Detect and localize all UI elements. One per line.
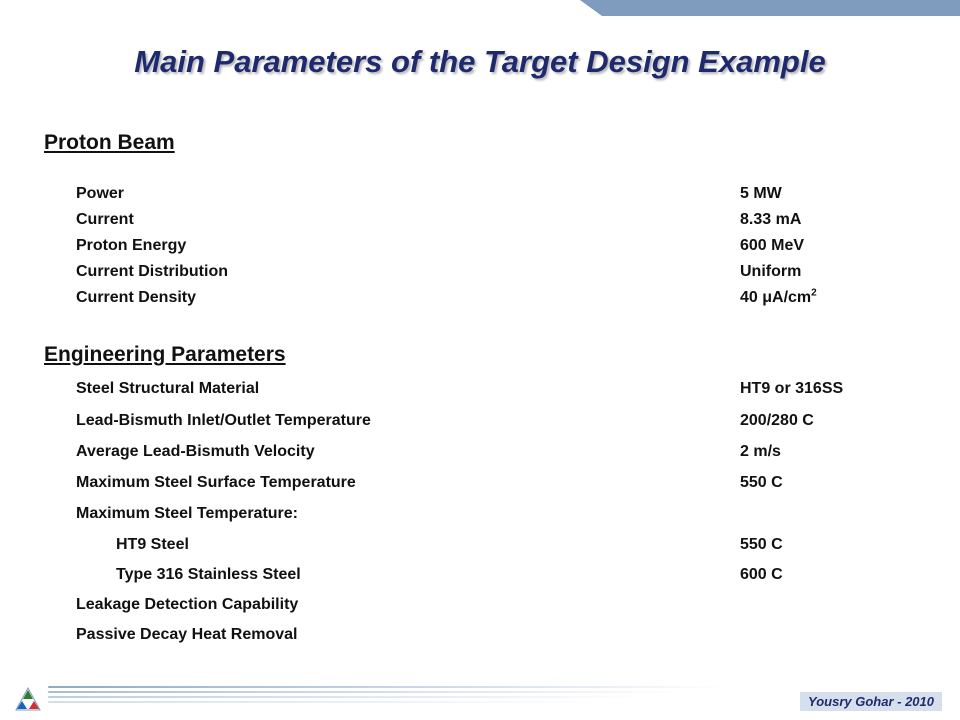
param-value	[740, 289, 817, 307]
param-value-text: 40 μA/cm	[740, 289, 812, 306]
param-label: Steel Structural Material	[76, 380, 260, 397]
param-value: 600 MeV	[740, 237, 805, 254]
param-label: Power	[76, 185, 125, 202]
param-label: Leakage Detection Capability	[76, 596, 299, 613]
param-value: 5 MW	[740, 185, 782, 202]
argonne-triangle-logo-icon	[14, 686, 42, 712]
param-label: HT9 Steel	[116, 536, 189, 553]
footer-decorative-lines	[48, 684, 728, 706]
param-value: 200/280 C	[740, 412, 814, 429]
param-value: 550 C	[740, 474, 783, 491]
engineering-parameters-heading: Engineering Parameters	[44, 343, 286, 366]
param-value: 550 C	[740, 536, 783, 553]
param-label: Type 316 Stainless Steel	[116, 566, 301, 583]
footer-author: Yousry Gohar - 2010	[800, 692, 942, 711]
param-label: Average Lead-Bismuth Velocity	[76, 443, 315, 460]
param-value: 2 m/s	[740, 443, 781, 460]
param-value: Uniform	[740, 263, 802, 280]
param-label: Passive Decay Heat Removal	[76, 626, 298, 643]
param-value: HT9 or 316SS	[740, 380, 844, 397]
proton-beam-heading: Proton Beam	[44, 131, 175, 154]
slide-title: Main Parameters of the Target Design Example	[134, 44, 826, 79]
param-label: Proton Energy	[76, 237, 187, 254]
param-value: 8.33 mA	[740, 211, 802, 228]
param-label: Lead-Bismuth Inlet/Outlet Temperature	[76, 412, 371, 429]
param-label: Current	[76, 211, 134, 228]
top-decorative-band	[580, 0, 960, 16]
param-label: Current Distribution	[76, 263, 228, 280]
param-label: Maximum Steel Temperature:	[76, 505, 298, 522]
param-label: Current Density	[76, 289, 197, 306]
superscript: 2	[811, 287, 817, 299]
param-label: Maximum Steel Surface Temperature	[76, 474, 356, 491]
param-value: 600 C	[740, 566, 783, 583]
